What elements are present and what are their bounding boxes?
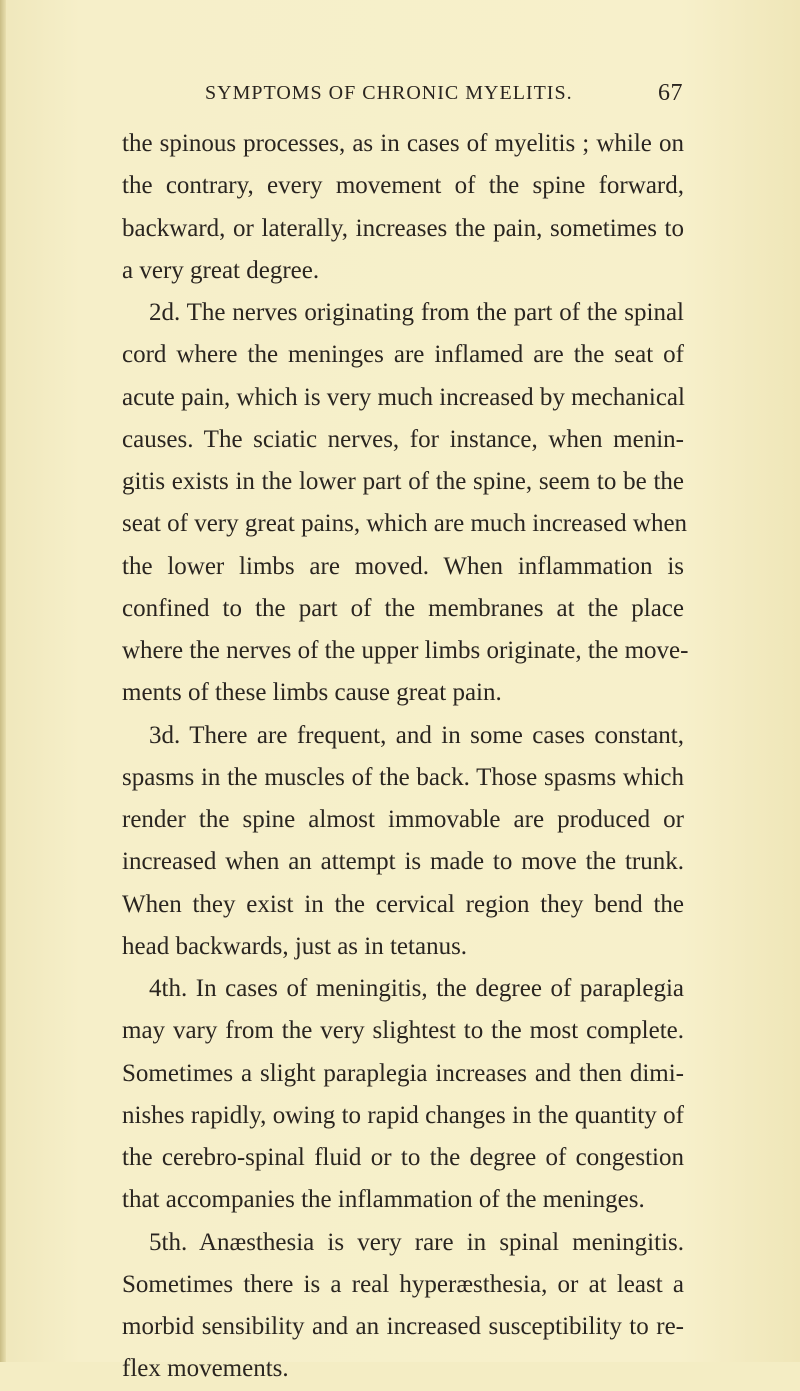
text-line: confined to the part of the membranes at the place xyxy=(122,594,684,622)
text-line: the lower limbs are moved. When inflammation is xyxy=(122,552,684,580)
text-line: head backwards, just as in tetanus. xyxy=(122,932,468,960)
text-line: where the nerves of the upper limbs originate, the move- xyxy=(122,637,689,664)
text-line: 2d. The nerves originating from the part of the spinal xyxy=(149,299,684,326)
text-line: Sometimes there is a real hyperæsthesia, or at least a xyxy=(122,1270,684,1298)
text-line: gitis exists in the lower part of the spine, seem to be the xyxy=(122,468,684,495)
text-line: the contrary, every movement of the spine forward, xyxy=(122,172,684,200)
text-line: the cerebro-spinal fluid or to the degree of congestion xyxy=(122,1144,684,1171)
text-line: seat of very great pains, which are much increased when xyxy=(122,510,688,538)
text-line: acute pain, which is very much increased by mechanical xyxy=(122,383,685,411)
text-line: nishes rapidly, owing to rapid changes in the quantity of xyxy=(122,1101,684,1129)
text-line: 5th. Anæsthesia is very rare in spinal meningitis. xyxy=(149,1228,684,1256)
running-title: SYMPTOMS OF CHRONIC MYELITIS. xyxy=(205,82,573,104)
text-line: spasms in the muscles of the back. Those spasms which xyxy=(122,763,684,791)
text-line: morbid sensibility and an increased susceptibility to re- xyxy=(122,1313,684,1340)
text-line: increased when an attempt is made to move the trunk. xyxy=(122,848,684,876)
text-line: flex movements. xyxy=(122,1355,289,1383)
text-line: backward, or laterally, increases the pain, sometimes to xyxy=(122,214,684,242)
text-line: the spinous processes, as in cases of myelitis ; while on xyxy=(122,130,684,157)
text-line: a very great degree. xyxy=(122,256,320,284)
text-line: that accompanies the inflammation of the meninges. xyxy=(122,1186,645,1214)
text-line: cord where the meninges are inflamed are the seat of xyxy=(122,341,684,369)
text-line: 3d. There are frequent, and in some cases constant, xyxy=(149,721,684,749)
text-line: render the spine almost immovable are produced or xyxy=(122,806,684,833)
text-line: ments of these limbs cause great pain. xyxy=(122,679,502,707)
text-line: 4th. In cases of meningitis, the degree of paraplegia xyxy=(149,975,684,1002)
page-number: 67 xyxy=(658,80,683,106)
body-text xyxy=(122,123,689,1391)
text-line: Sometimes a slight paraplegia increases and then dimi- xyxy=(122,1059,684,1087)
text-line: When they exist in the cervical region they bend the xyxy=(122,890,684,918)
page-binding-edge xyxy=(0,0,6,1362)
page-header xyxy=(205,82,683,112)
text-line: causes. The sciatic nerves, for instance, when menin- xyxy=(122,425,684,453)
text-line: may vary from the very slightest to the most complete. xyxy=(122,1017,684,1045)
